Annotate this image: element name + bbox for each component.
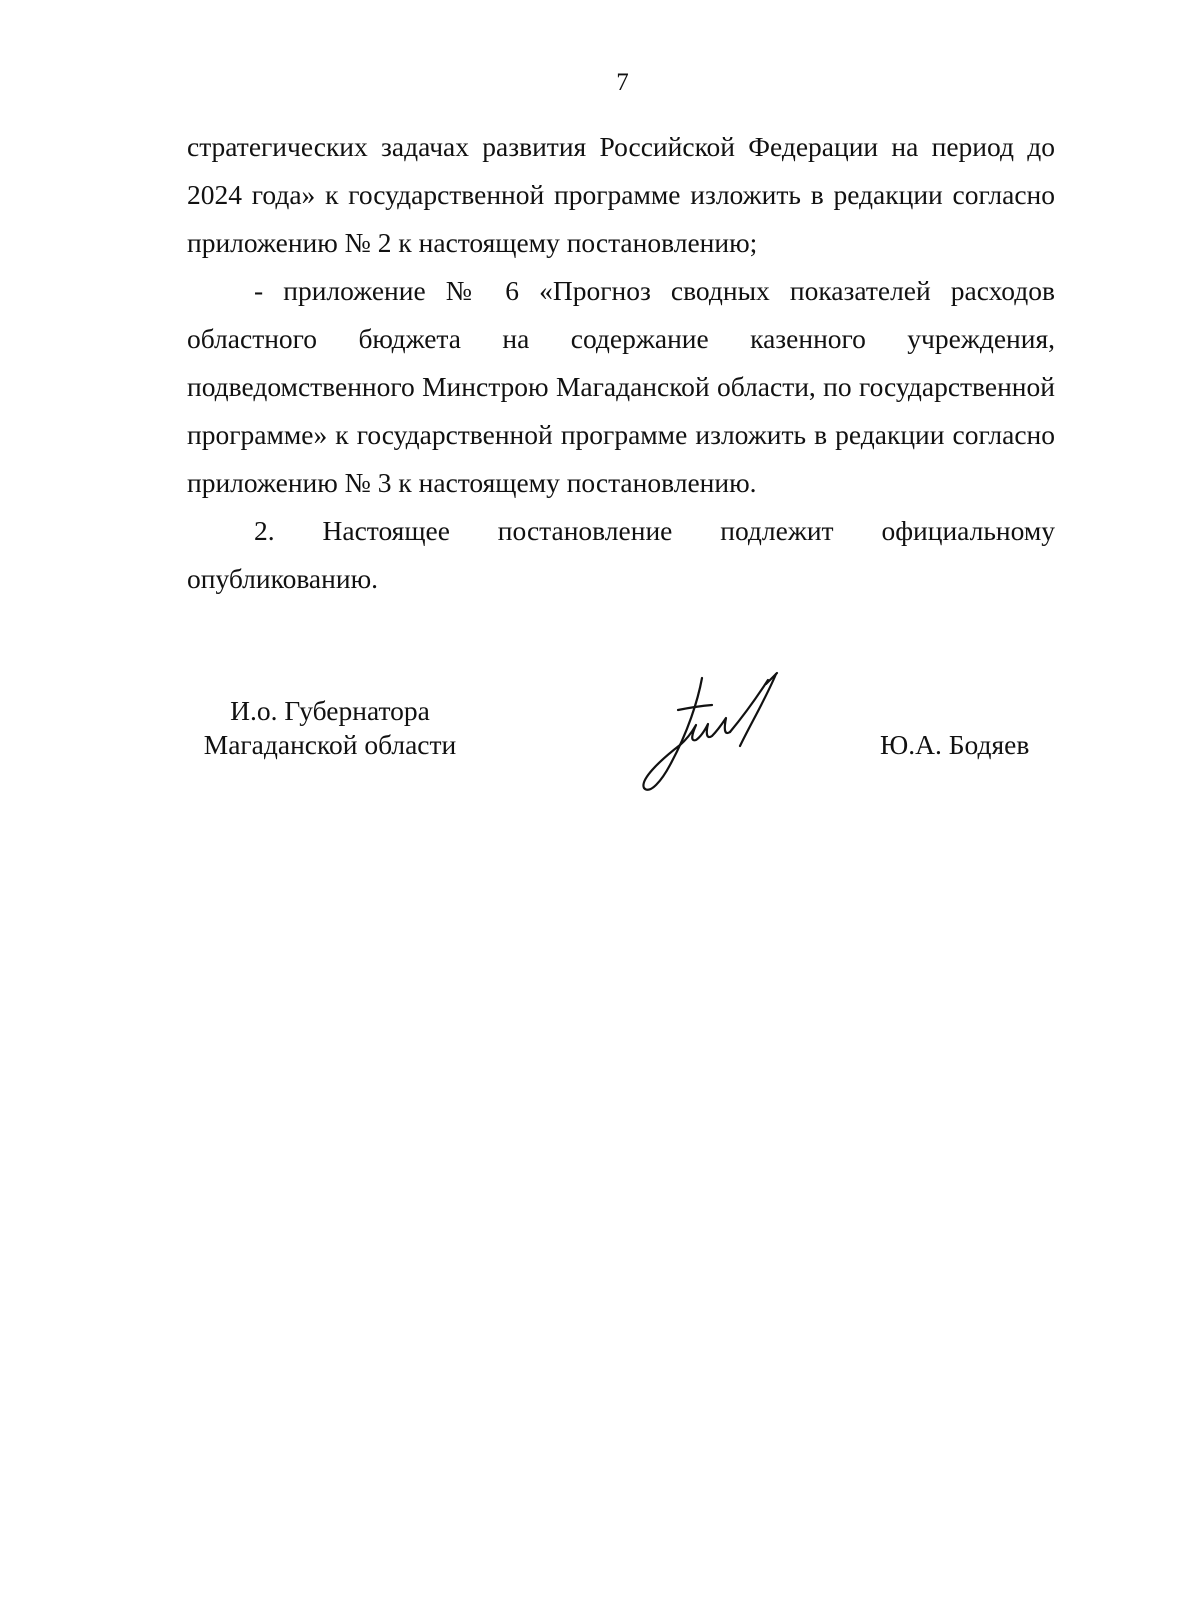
paragraph-continuation: стратегических задачах развития Российской Федерации на период до 2024 года» к государственной программе изложить в редакции согласно приложению № 2 к настоящему постановлению; [187, 131, 1055, 258]
handwritten-signature-icon [640, 670, 810, 800]
signatory-position [190, 694, 470, 762]
signatory-name: Ю.А. Бодяев [880, 729, 1030, 760]
paragraph-appendix-6: - приложение № 6 «Прогноз сводных показателей расходов областного бюджета на содержание казенного учреждения, подведомственного Минстрою Магаданской области, по государственной программе» к государственной программе изложить в редакции согласно приложению № 3 к настоящему постановлению. [187, 275, 1055, 498]
signatory-position-line1: И.о. Губернатора [230, 695, 430, 726]
document-body [187, 123, 1055, 603]
page-number: 7 [616, 69, 629, 96]
signatory-position-line2: Магаданской области [203, 729, 457, 760]
paragraph-publication: 2. Настоящее постановление подлежит официальному опубликованию. [187, 515, 1055, 594]
